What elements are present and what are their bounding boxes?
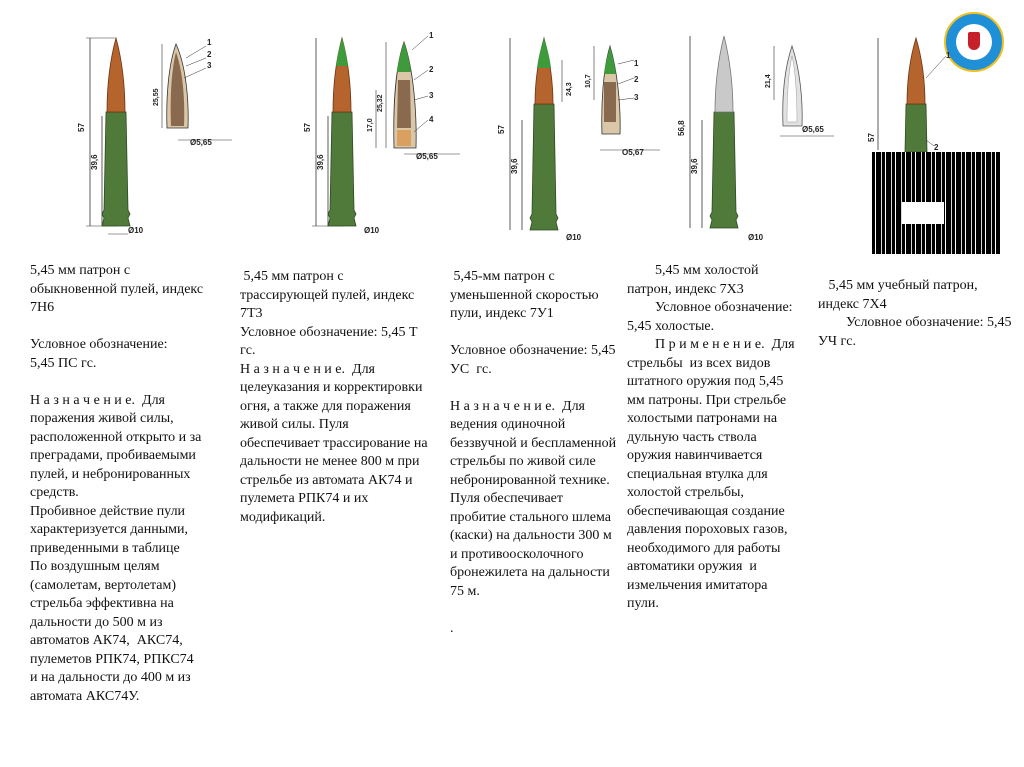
dim-label: 21,4 (765, 74, 772, 88)
dim-label: 10,7 (585, 74, 592, 88)
dim-label: 39,6 (690, 158, 699, 174)
dim-label: 56,8 (677, 120, 686, 136)
drawing-7x3 (677, 36, 834, 242)
description-7x4: 5,45 мм учебный патрон, индекс 7Х4 Условное обозначение: 5,45 УЧ гс. (818, 278, 1012, 349)
dim-label: O5,67 (622, 148, 644, 157)
dim-label: 57 (497, 125, 506, 134)
drawing-7x4 (867, 38, 951, 152)
drawing-7t3 (303, 31, 460, 235)
description-7x3: 5,45 мм холостой патрон, индекс 7Х3 Условное обозначение: 5,45 холостые. П р и м е н е н и е. Для стрельбы из всех видов штатного оружия под 5,45 мм патроны. При стрельбе холостыми патронами на дульную часть ствола оружия навинчивается специальная втулка для холостой стрельбы, обеспечивающая создание давления пороховых газов, необходимого для работы автоматики оружия и измельчения имитатора пули. (627, 263, 795, 611)
dim-label: 39,6 (316, 154, 325, 170)
dim-label: 3 (634, 93, 639, 102)
dim-label: 1 (634, 59, 639, 68)
dim-label: 1 (207, 38, 212, 47)
dim-label: 57 (77, 123, 86, 132)
dim-label: Ø10 (128, 226, 144, 235)
dim-label: Ø5,65 (416, 152, 438, 161)
dim-label: 3 (429, 91, 434, 100)
dim-label: Ø10 (364, 226, 380, 235)
description-7n6: 5,45 мм патрон с обыкновенной пулей, индекс 7Н6 Условное обозначение: 5,45 ПС гс. Н а з н а ч е н и е. Для поражения живой силы, расположенной открыто и за преградами, пробиваемыми пулей, и небронированных средств. Пробивное действие пули характеризуется данными, приведенными в таблице По воздушным целям (самолетам, вертолетам) стрельба эффективна на дальности до 500 м из автоматов АК74, АКС74, пулеметов РПК74, РПКС74 и на дальности до 400 м из автомата АКС74У. (30, 263, 204, 704)
dim-label: 24,3 (566, 82, 573, 96)
dim-label: 4 (429, 115, 434, 124)
dim-label: 2 (429, 65, 434, 74)
dim-label: 1 (946, 51, 951, 60)
corrupted-image-area (872, 152, 1000, 254)
dim-label: 39,6 (90, 154, 99, 170)
dim-label: 25,32 (377, 94, 384, 112)
dim-label: 25,55 (153, 88, 160, 106)
description-7u1: 5,45-мм патрон с уменьшенной скоростью пули, индекс 7У1 Условное обозначение: 5,45 УС гс. Н а з н а ч е н и е. Для ведения одиночной беззвучной и беспламенной стрельбы по живой силе небронированной технике. Пуля обеспечивает пробитие стального шлема (каски) на дальности 300 м и противоосколочного бронежилета на дальности 75 м. . (450, 269, 617, 636)
dim-label: 2 (207, 50, 212, 59)
dim-label: Ø10 (566, 233, 582, 242)
description-7t3: 5,45 мм патрон с трассирующей пулей, индекс 7Т3 Условное обозначение: 5,45 Т гс. Н а з н а ч е н и е. Для целеуказания и корректировки огня, а также для поражения живой силы. Пуля обеспечивает трассирование на дальности не менее 800 м при стрельбе из автомата АК74 и пулемета РПК74 и их модификаций. (240, 269, 428, 525)
dim-label: 39,6 (510, 158, 519, 174)
dim-label: Ø5,65 (190, 138, 212, 147)
dim-label: Ø5,65 (802, 125, 824, 134)
drawing-7u1 (497, 38, 660, 242)
dim-label: 2 (934, 143, 939, 152)
drawing-7n6 (77, 38, 232, 235)
dim-label: 57 (867, 133, 876, 142)
dim-label: 2 (634, 75, 639, 84)
dim-label: 3 (207, 61, 212, 70)
dim-label: 1 (429, 31, 434, 40)
dim-label: 17,0 (367, 118, 374, 132)
dim-label: Ø10 (748, 233, 764, 242)
cartridge-drawings (0, 0, 1024, 260)
dim-label: 57 (303, 123, 312, 132)
